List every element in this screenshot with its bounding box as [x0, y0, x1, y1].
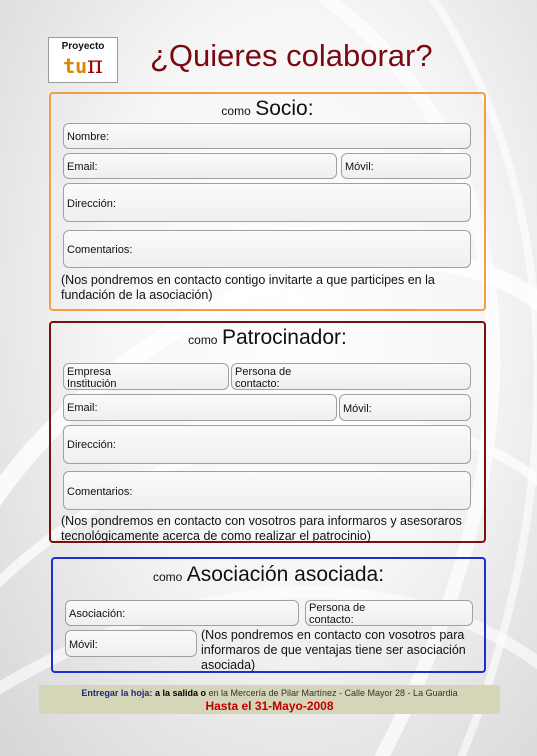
patrocinador-persona-line2: contacto:: [235, 378, 280, 390]
patrocinador-heading: [51, 326, 484, 350]
footer-deadline: Hasta el 31-Mayo-2008: [205, 699, 334, 713]
asociacion-note-line1: (Nos pondremos en contacto con vosotros para: [201, 628, 465, 642]
socio-note-line2: fundación de la asociación): [61, 288, 213, 302]
asociacion-nombre-field[interactable]: [65, 600, 299, 626]
patrocinador-empresa-label: [67, 366, 117, 390]
patrocinador-persona-line1: Persona de: [235, 366, 292, 378]
socio-title: Socio:: [255, 97, 314, 120]
footer-bold2: a la salida o: [154, 688, 206, 698]
asociacion-movil-label: Móvil:: [69, 639, 98, 651]
patrocinador-movil-field[interactable]: [339, 394, 471, 421]
socio-note-line1: (Nos pondremos en contacto contigo invitarte a que participes en la: [61, 273, 435, 287]
socio-email-label: Email:: [67, 161, 98, 173]
logo-tu: tu: [63, 54, 88, 78]
patrocinador-persona-field[interactable]: [231, 363, 471, 390]
socio-comentarios-field[interactable]: [63, 230, 471, 268]
patrocinador-direccion-label: Dirección:: [67, 439, 116, 451]
patrocinador-direccion-field[interactable]: [63, 425, 471, 464]
logo-pi: π: [87, 51, 103, 79]
asociacion-nombre-label: Asociación:: [69, 608, 126, 620]
patrocinador-note: [61, 514, 462, 544]
patrocinador-section: [49, 321, 486, 543]
proyecto-tupi-logo: [48, 37, 118, 83]
asociacion-movil-field[interactable]: [65, 630, 197, 657]
socio-direccion-field[interactable]: [63, 183, 471, 222]
asociacion-title: Asociación asociada:: [186, 563, 385, 586]
socio-movil-field[interactable]: [341, 153, 471, 179]
patrocinador-persona-label: [235, 366, 291, 390]
asociacion-note: [201, 628, 466, 673]
socio-nombre-field[interactable]: [63, 123, 471, 149]
asociacion-persona-line1: Persona de: [309, 602, 366, 614]
socio-movil-label: Móvil:: [345, 161, 374, 173]
patrocinador-email-field[interactable]: [63, 394, 337, 421]
socio-section: [49, 92, 486, 311]
patrocinador-comentarios-field[interactable]: [63, 471, 471, 510]
footer-bold1: Entregar la hoja:: [81, 688, 153, 698]
asociacion-section: [51, 557, 486, 673]
asociacion-persona-line2: contacto:: [309, 614, 354, 626]
asociacion-note-line2: informaros de que ventajas tiene ser asociación: [201, 643, 466, 657]
patrocinador-empresa-line1: Empresa: [67, 366, 112, 378]
patrocinador-empresa-field[interactable]: [63, 363, 229, 390]
socio-note: [61, 273, 435, 303]
logo-mark: [49, 53, 117, 78]
patrocinador-title: Patrocinador:: [221, 326, 347, 349]
patrocinador-prefix: como: [188, 333, 218, 347]
asociacion-heading: [53, 563, 484, 587]
patrocinador-email-label: Email:: [67, 402, 98, 414]
socio-prefix: como: [221, 104, 251, 118]
socio-direccion-label: Dirección:: [67, 198, 116, 210]
socio-heading: [51, 97, 484, 121]
logo-line1: Proyecto: [61, 41, 105, 52]
asociacion-persona-label: [309, 602, 365, 626]
footer-delivery: [39, 687, 500, 699]
asociacion-persona-field[interactable]: [305, 600, 473, 626]
patrocinador-comentarios-label: Comentarios:: [67, 486, 133, 498]
patrocinador-note-line2: tecnológicamente acerca de como realizar el patrocinio): [61, 529, 371, 543]
asociacion-note-line3: asociada): [201, 658, 256, 672]
footer-banner: [39, 685, 500, 714]
socio-comentarios-label: Comentarios:: [67, 244, 133, 256]
asociacion-prefix: como: [152, 570, 183, 584]
socio-email-field[interactable]: [63, 153, 337, 179]
socio-nombre-label: Nombre:: [67, 131, 110, 143]
patrocinador-movil-label: Móvil:: [343, 403, 372, 415]
patrocinador-empresa-line2: Institución: [67, 378, 117, 390]
patrocinador-note-line1: (Nos pondremos en contacto con vosotros para informaros y asesoraros: [61, 514, 462, 528]
page-title: ¿Quieres colaborar?: [150, 38, 433, 73]
footer-address: en la Mercería de Pilar Martínez - Calle Mayor 28 - La Guardia: [208, 688, 458, 698]
